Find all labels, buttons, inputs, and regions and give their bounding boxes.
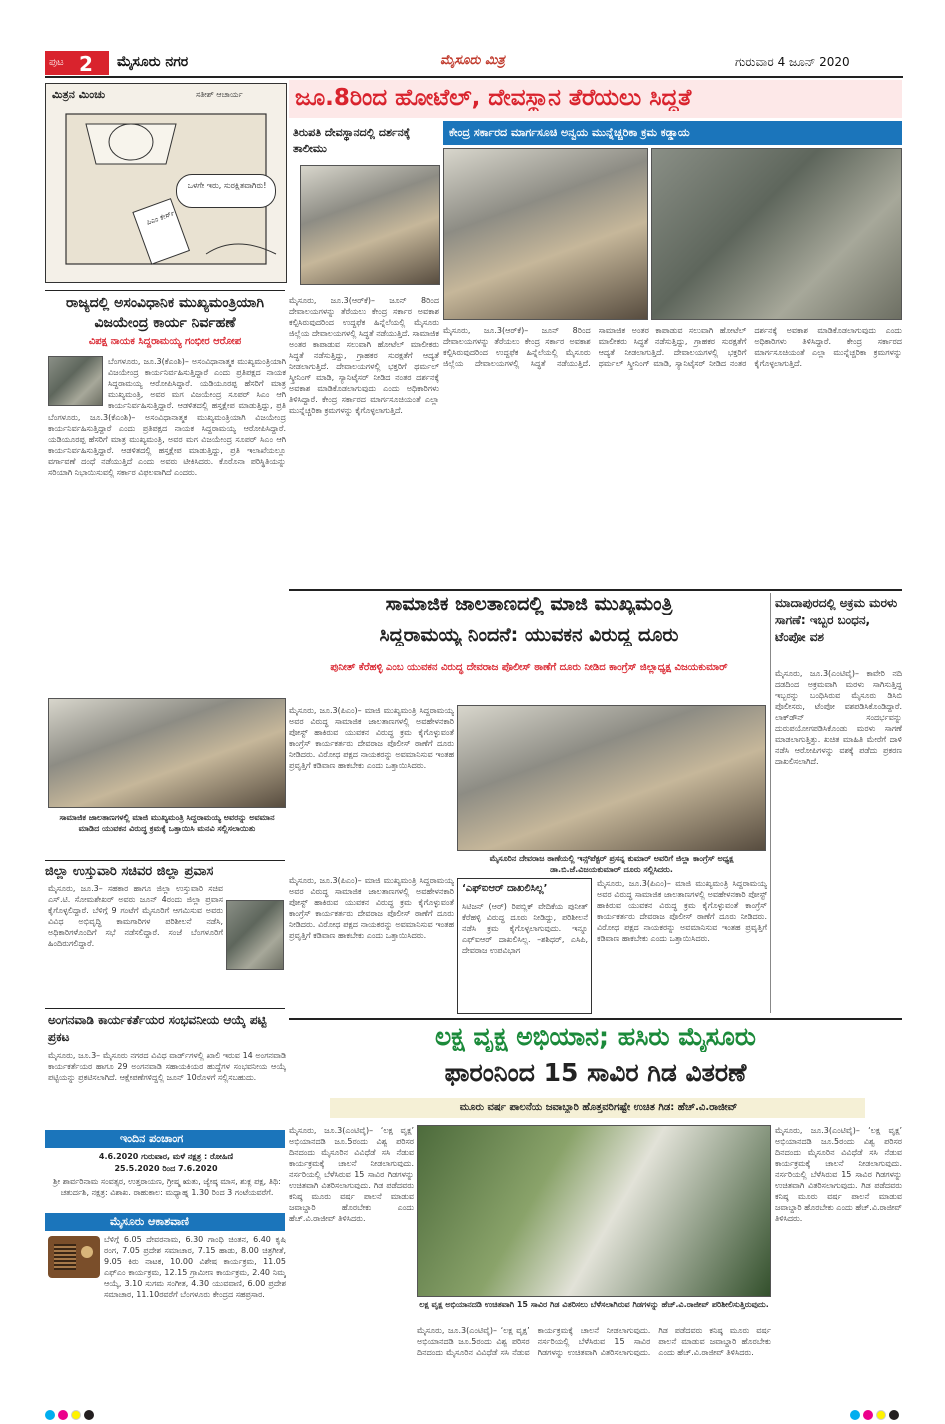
- mid-body-cont: ಮೈಸೂರು, ಜೂ.3(ಪಿಎಂ)– ಮಾಜಿ ಮುಖ್ಯಮಂತ್ರಿ ಸಿದ್ದರಾಮಯ್ಯ ಅವರ ವಿರುದ್ಧ ಸಾಮಾಜಿಕ ಜಾಲತಾಣಗಳಲ್ಲಿ ಅವಹೇಳನಕಾರಿ ಪೋಸ್ಟ್ ಹಾಕಿರುವ ಯುವಕನ ವಿರುದ್ಧ ಕ್ರಮ ಕೈಗೊಳ್ಳುವಂತೆ ಕಾಂಗ್ರೆಸ್ ಕಾರ್ಯಕರ್ತರು ದೇವರಾಜ ಪೊಲೀಸ್ ಠಾಣೆಗೆ ದೂರು ನೀಡಿದರು. ವಿರೋಧ ಪಕ್ಷದ ನಾಯಕರನ್ನು ಅವಮಾನಿಸುವ ಇಂತಹ ಪ್ರವೃತ್ತಿಗೆ ಕಡಿವಾಣ ಹಾಕಬೇಕು ಎಂದು ಒತ್ತಾಯಿಸಿದರು.: [289, 876, 454, 940]
- cartoon-title: ಮಿತ್ರನ ಮಿಂಚು: [52, 88, 106, 101]
- mid-photo: [457, 705, 766, 851]
- left-photo: [48, 698, 286, 808]
- registration-marks-right: [850, 1405, 902, 1424]
- fir-box: [457, 878, 592, 1014]
- speech-bubble: [176, 174, 276, 208]
- mid-rule: [289, 589, 902, 591]
- left-rule: [45, 290, 285, 291]
- anganwadi-body: ಮೈಸೂರು, ಜೂ.3– ಮೈಸೂರು ನಗರದ ವಿವಿಧ ವಾರ್ಡ್‌ಗಳಲ್ಲಿ ಖಾಲಿ ಇರುವ 14 ಅಂಗನವಾಡಿ ಕಾರ್ಯಕರ್ತೆಯರ ಹಾಗೂ 29 ಅಂಗನವಾಡಿ ಸಹಾಯಕಿಯರ ಹುದ್ದೆಗಳ ಸಂಭವನೀಯ ಆಯ್ಕೆ ಪಟ್ಟಿಯನ್ನು ಪ್ರಕಟಿಸಲಾಗಿದೆ. ಆಕ್ಷೇಪಣೆಗಳಿದ್ದಲ್ಲಿ ಜೂನ್ 10ರೊಳಗೆ ಸಲ್ಲಿಸಬಹುದು.: [48, 1051, 286, 1082]
- lead-body-cont: ಮೈಸೂರು, ಜೂ.3(ಆರ್‌ಕೆ)– ಜೂನ್ 8ರಿಂದ ದೇವಾಲಯಗಳನ್ನು ತೆರೆಯಲು ಕೇಂದ್ರ ಸರ್ಕಾರ ಅವಕಾಶ ಕಲ್ಪಿಸಿರುವುದರಿಂದ ಉದ್ದಫೆಕ ಹಿನ್ನೆಲೆಯಲ್ಲಿ ಮೈಸೂರು ಜಿಲ್ಲೆಯ ದೇವಾಲಯಗಳಲ್ಲಿ ಸಿದ್ಧತೆ ನಡೆಯುತ್ತಿದೆ. ಸಾಮಾಜಿಕ ಅಂತರ ಕಾಪಾಡುವ ಸಲುವಾಗಿ ಹೋಟೆಲ್ ಮಾಲೀಕರು ಸಿದ್ಧತೆ ನಡೆಸುತ್ತಿದ್ದು, ಗ್ರಾಹಕರ ಸುರಕ್ಷತೆಗೆ ಆದ್ಯತೆ ನೀಡಲಾಗುತ್ತಿದೆ. ದೇವಾಲಯಗಳಲ್ಲಿ ಭಕ್ತರಿಗೆ ಥರ್ಮಲ್ ಸ್ಕ್ರೀನಿಂಗ್ ಮಾಡಿ, ಸ್ಯಾನಿಟೈಸರ್ ನೀಡಿದ ನಂತರ ದರ್ಶನಕ್ಕೆ ಅವಕಾಶ ಮಾಡಿಕೊಡಲಾಗುವುದು ಎಂದು ಅಧಿಕಾರಿಗಳು ತಿಳಿಸಿದ್ದಾರೆ. ಕೇಂದ್ರ ಸರ್ಕಾರದ ಮಾರ್ಗಸೂಚಿಯಂತೆ ಎಲ್ಲಾ ಮುನ್ನೆಚ್ಚರಿಕಾ ಕ್ರಮಗಳನ್ನು ಕೈಗೊಳ್ಳಲಾಗುತ್ತಿದೆ.: [443, 326, 902, 368]
- left-photo-caption: ಸಾಮಾಜಿಕ ಜಾಲತಾಣಗಳಲ್ಲಿ ಮಾಜಿ ಮುಖ್ಯಮಂತ್ರಿ ಸಿದ್ದರಾಮಯ್ಯ ಅವರನ್ನು ಅವಮಾನ ಮಾಡಿದ ಯುವಕನ ವಿರುದ್ಧ ಕ್ರಮಕ್ಕೆ ಒತ್ತಾಯಿಸಿ ಮನವಿ ಸಲ್ಲಿಸಲಾಯಿತು: [59, 813, 275, 833]
- fir-title: ‘ಎಫ್‌ಐಆರ್ ದಾಖಲಿಸಿಲ್ಲ’: [462, 883, 548, 894]
- mid-body-col3: ಮೈಸೂರು, ಜೂ.3(ಪಿಎಂ)– ಮಾಜಿ ಮುಖ್ಯಮಂತ್ರಿ ಸಿದ್ದರಾಮಯ್ಯ ಅವರ ವಿರುದ್ಧ ಸಾಮಾಜಿಕ ಜಾಲತಾಣಗಳಲ್ಲಿ ಅವಹೇಳನಕಾರಿ ಪೋಸ್ಟ್ ಹಾಕಿರುವ ಯುವಕನ ವಿರುದ್ಧ ಕ್ರಮ ಕೈಗೊಳ್ಳುವಂತೆ ಕಾಂಗ್ರೆಸ್ ಕಾರ್ಯಕರ್ತರು ದೇವರಾಜ ಪೊಲೀಸ್ ಠಾಣೆಗೆ ದೂರು ನೀಡಿದರು. ವಿರೋಧ ಪಕ್ಷದ ನಾಯಕರನ್ನು ಅವಮಾನಿಸುವ ಇಂತಹ ಪ್ರವೃತ್ತಿಗೆ ಕಡಿವಾಣ ಹಾಕಬೇಕು ಎಂದು ಒತ್ತಾಯಿಸಿದರು.: [597, 879, 767, 943]
- minister-rule: [45, 860, 285, 861]
- cartoon-artist: ಸತೀಶ್ ಆಚಾರ್ಯ: [196, 90, 243, 99]
- right-headline: ಮಾದಾಪುರದಲ್ಲಿ ಅಕ್ರಮ ಮರಳು ಸಾಗಣೆ: ಇಬ್ಬರ ಬಂಧನ, ಟೆಂಪೋ ವಶ: [775, 596, 898, 644]
- yellow-dot: [71, 1410, 81, 1420]
- yellow-dot: [876, 1410, 886, 1420]
- minister-headline: ಜಿಲ್ಲಾ ಉಸ್ತುವಾರಿ ಸಚಿವರ ಜಿಲ್ಲಾ ಪ್ರವಾಸ: [45, 864, 214, 879]
- tirupati-title: ತಿರುಪತಿ ದೇವಸ್ಥಾನದಲ್ಲಿ ದರ್ಶನಕ್ಕೆ ತಾಲೀಮು: [293, 126, 411, 155]
- lead-headline: ಜೂ.8ರಿಂದ ಹೋಟೆಲ್, ದೇವಸ್ಥಾನ ತೆರೆಯಲು ಸಿದ್ಧತೆ: [295, 85, 692, 111]
- section-name: ಮೈಸೂರು ನಗರ: [117, 54, 189, 70]
- radio-title: ಮೈಸೂರು ಆಕಾಶವಾಣಿ: [110, 1215, 189, 1228]
- box-label: ಪಿಎಂ ಕೇರ್ಸ್: [145, 209, 176, 227]
- left-headline: ರಾಜ್ಯದಲ್ಲಿ ಅಸಂವಿಧಾನಿಕ ಮುಖ್ಯಮಂತ್ರಿಯಾಗಿ ವಿಜಯೇಂದ್ರ ಕಾರ್ಯ ನಿರ್ವಹಣೆ: [65, 295, 265, 331]
- minister-body: ಮೈಸೂರು, ಜೂ.3– ಸಹಕಾರ ಹಾಗೂ ಜಿಲ್ಲಾ ಉಸ್ತುವಾರಿ ಸಚಿವ ಎಸ್.ಟಿ. ಸೋಮಶೇಖರ್ ಅವರು ಜೂನ್ 4ರಂದು ಜಿಲ್ಲಾ ಪ್ರವಾಸ ಕೈಗೊಳ್ಳಲಿದ್ದಾರೆ. ಬೆಳಿಗ್ಗೆ 9 ಗಂಟೆಗೆ ಮೈಸೂರಿಗೆ ಆಗಮಿಸುವ ಅವರು ವಿವಿಧ ಅಭಿವೃದ್ಧಿ ಕಾಮಗಾರಿಗಳ ಪರಿಶೀಲನೆ ನಡೆಸಿ, ಅಧಿಕಾರಿಗಳೊಂದಿಗೆ ಸಭೆ ನಡೆಸಲಿದ್ದಾರೆ. ಸಂಜೆ ಬೆಂಗಳೂರಿಗೆ ಹಿಂದಿರುಗಲಿದ್ದಾರೆ.: [48, 884, 223, 948]
- speech-text: ಒಳಗೇ ಇರು, ಸುರಕ್ಷಿತವಾಗಿರು!: [187, 181, 267, 190]
- nursery-photo: [417, 1125, 771, 1297]
- lead-subhead-bar: [443, 121, 902, 145]
- bottom-body-cont: ಮೈಸೂರು, ಜೂ.3(ಎಂಟಿವೈ)– ‘ಲಕ್ಷ ವೃಕ್ಷ’ ಅಭಿಯಾನದಡಿ ಜೂ.5ರಂದು ವಿಶ್ವ ಪರಿಸರ ದಿನದಂದು ಮೈಸೂರಿನ ವಿವಿಧೆಡೆ ಸಸಿ ನೆಡುವ ಕಾರ್ಯಕ್ರಮಕ್ಕೆ ಚಾಲನೆ ನೀಡಲಾಗುವುದು. ನರ್ಸರಿಯಲ್ಲಿ ಬೆಳೆಸಿರುವ 15 ಸಾವಿರ ಗಿಡಗಳನ್ನು ಉಚಿತವಾಗಿ ವಿತರಿಸಲಾಗುವುದು. ಗಿಡ ಪಡೆದವರು ಕನಿಷ್ಠ ಮೂರು ವರ್ಷ ಪಾಲನೆ ಮಾಡುವ ಜವಾಬ್ದಾರಿ ಹೊರಬೇಕು ಎಂದು ಹೆಚ್.ವಿ.ರಾಜೀವ್ ತಿಳಿಸಿದರು.: [417, 1326, 771, 1357]
- magenta-dot: [58, 1410, 68, 1420]
- panchanga-line2: 25.5.2020 ರಿಂದ 7.6.2020: [114, 1164, 218, 1173]
- cartoon-box: [45, 83, 287, 283]
- mid-photo-caption: ಮೈಸೂರಿನ ದೇವರಾಜ ಠಾಣೆಯಲ್ಲಿ ಇನ್ಸ್‌ಪೆಕ್ಟರ್ ಪ್ರಸನ್ನ ಕುಮಾರ್ ಅವರಿಗೆ ಜಿಲ್ಲಾ ಕಾಂಗ್ರೆಸ್ ಅಧ್ಯಕ್ಷ ಡಾ.ಬಿ.ಜೆ.ವಿಜಯಕುಮಾರ್ ದೂರು ಸಲ್ಲಿಸಿದರು.: [489, 854, 734, 874]
- panchanga-bar: [45, 1130, 285, 1148]
- radio-icon: [48, 1236, 100, 1278]
- left-body-cont: ಬೆಂಗಳೂರು, ಜೂ.3(ಕೆಎಂಶಿ)– ಅಸಂವಿಧಾನಾತ್ಮಕ ಮುಖ್ಯಮಂತ್ರಿಯಾಗಿ ವಿಜಯೇಂದ್ರ ಕಾರ್ಯನಿರ್ವಹಿಸುತ್ತಿದ್ದಾರೆ ಎಂದು ಪ್ರತಿಪಕ್ಷದ ನಾಯಕ ಸಿದ್ದರಾಮಯ್ಯ ಆರೋಪಿಸಿದ್ದಾರೆ. ಯಡಿಯೂರಪ್ಪ ಹೆಸರಿಗೆ ಮಾತ್ರ ಮುಖ್ಯಮಂತ್ರಿ, ಅವರ ಮಗ ವಿಜಯೇಂದ್ರ ಸೂಪರ್ ಸಿಎಂ ಆಗಿ ಕಾರ್ಯನಿರ್ವಹಿಸುತ್ತಿದ್ದಾರೆ. ಆಡಳಿತದಲ್ಲಿ ಹಸ್ತಕ್ಷೇಪ ಮಾಡುತ್ತಿದ್ದು, ಪ್ರತಿ ಇಲಾಖೆಯಲ್ಲೂ ವರ್ಗಾವಣೆ ದಂಧೆ ನಡೆಯುತ್ತಿದೆ ಎಂದು ಅವರು ಟೀಕಿಸಿದರು. ಕೊರೊನಾ ಪರಿಸ್ಥಿತಿಯನ್ನು ಸರಿಯಾಗಿ ನಿಭಾಯಿಸುವಲ್ಲಿ ಸರ್ಕಾರ ವಿಫಲವಾಗಿದೆ ಎಂದರು.: [48, 413, 286, 477]
- lead-headline-box: [289, 80, 902, 118]
- radio-body: ಬೆಳಿಗ್ಗೆ 6.05 ದೇವರನಾಮ, 6.30 ಗಾಂಧಿ ಚಿಂತನ, 6.40 ಕೃಷಿ ರಂಗ, 7.05 ಪ್ರದೇಶ ಸಮಾಚಾರ, 7.15 ಹಾಡು, 8.00 ಚಿತ್ರಗೀತೆ, 9.05 ಕಿರು ನಾಟಕ, 10.00 ವಿಶೇಷ ಕಾರ್ಯಕ್ರಮ, 11.05 ಎಫ್‌ಎಂ ಕಾರ್ಯಕ್ರಮ, 12.15 ಗ್ರಾಮೀಣ ಕಾರ್ಯಕ್ರಮ, 2.40 ನಿಮ್ಮ ಆಯ್ಕೆ, 3.10 ಸುಗಮ ಸಂಗೀತ, 4.30 ಯುವವಾಣಿ, 6.00 ಪ್ರದೇಶ ಸಮಾಚಾರ, 11.10ರವರೆಗೆ ಬೆಂಗಳೂರು ಕೇಂದ್ರದ ಸಹಪ್ರಸಾರ.: [104, 1235, 286, 1299]
- siddaramaiah-photo: [48, 356, 103, 406]
- black-dot: [889, 1410, 899, 1420]
- panchanga-title: ಇಂದಿನ ಪಂಚಾಂಗ: [120, 1132, 184, 1145]
- mid-headline-1: ಸಾಮಾಜಿಕ ಜಾಲತಾಣದಲ್ಲಿ ಮಾಜಿ ಮುಖ್ಯಮಂತ್ರಿ: [385, 593, 673, 615]
- page-badge: [45, 51, 109, 75]
- lead-body: ಮೈಸೂರು, ಜೂ.3(ಆರ್‌ಕೆ)– ಜೂನ್ 8ರಿಂದ ದೇವಾಲಯಗಳನ್ನು ತೆರೆಯಲು ಕೇಂದ್ರ ಸರ್ಕಾರ ಅವಕಾಶ ಕಲ್ಪಿಸಿರುವುದರಿಂದ ಉದ್ದಫೆಕ ಹಿನ್ನೆಲೆಯಲ್ಲಿ ಮೈಸೂರು ಜಿಲ್ಲೆಯ ದೇವಾಲಯಗಳಲ್ಲಿ ಸಿದ್ಧತೆ ನಡೆಯುತ್ತಿದೆ. ಸಾಮಾಜಿಕ ಅಂತರ ಕಾಪಾಡುವ ಸಲುವಾಗಿ ಹೋಟೆಲ್ ಮಾಲೀಕರು ಸಿದ್ಧತೆ ನಡೆಸುತ್ತಿದ್ದು, ಗ್ರಾಹಕರ ಸುರಕ್ಷತೆಗೆ ಆದ್ಯತೆ ನೀಡಲಾಗುತ್ತಿದೆ. ದೇವಾಲಯಗಳಲ್ಲಿ ಭಕ್ತರಿಗೆ ಥರ್ಮಲ್ ಸ್ಕ್ರೀನಿಂಗ್ ಮಾಡಿ, ಸ್ಯಾನಿಟೈಸರ್ ನೀಡಿದ ನಂತರ ದರ್ಶನಕ್ಕೆ ಅವಕಾಶ ಮಾಡಿಕೊಡಲಾಗುವುದು ಎಂದು ಅಧಿಕಾರಿಗಳು ತಿಳಿಸಿದ್ದಾರೆ. ಕೇಂದ್ರ ಸರ್ಕಾರದ ಮಾರ್ಗಸೂಚಿಯಂತೆ ಎಲ್ಲಾ ಮುನ್ನೆಚ್ಚರಿಕಾ ಕ್ರಮಗಳನ್ನು ಕೈಗೊಳ್ಳಲಾಗುತ್ತಿದೆ.: [289, 296, 439, 415]
- panchanga-line1: 4.6.2020 ಗುರುವಾರ, ಮಳೆ ನಕ್ಷತ್ರ : ರೋಹಿಣಿ: [98, 1152, 234, 1161]
- bottom-subhead: ಮೂರು ವರ್ಷ ಪಾಲನೆಯ ಜವಾಬ್ದಾರಿ ಹೊತ್ತವರಿಗಷ್ಟೇ ಉಚಿತ ಗಿಡ: ಹೆಚ್.ವಿ.ರಾಜೀವ್: [459, 1102, 738, 1113]
- lead-subhead: ಕೇಂದ್ರ ಸರ್ಕಾರದ ಮಾರ್ಗಸೂಚಿ ಅನ್ವಯ ಮುನ್ನೆಚ್ಚರಿಕಾ ಕ್ರಮ ಕಡ್ಡಾಯ: [449, 126, 690, 139]
- hotel-photo: [651, 148, 902, 320]
- page-header: [45, 50, 903, 75]
- mid-headline-2: ಸಿದ್ದರಾಮಯ್ಯ ನಿಂದನೆ: ಯುವಕನ ವಿರುದ್ಧ ದೂರು: [379, 624, 679, 646]
- bottom-body-right: ಮೈಸೂರು, ಜೂ.3(ಎಂಟಿವೈ)– ‘ಲಕ್ಷ ವೃಕ್ಷ’ ಅಭಿಯಾನದಡಿ ಜೂ.5ರಂದು ವಿಶ್ವ ಪರಿಸರ ದಿನದಂದು ಮೈಸೂರಿನ ವಿವಿಧೆಡೆ ಸಸಿ ನೆಡುವ ಕಾರ್ಯಕ್ರಮಕ್ಕೆ ಚಾಲನೆ ನೀಡಲಾಗುವುದು. ನರ್ಸರಿಯಲ್ಲಿ ಬೆಳೆಸಿರುವ 15 ಸಾವಿರ ಗಿಡಗಳನ್ನು ಉಚಿತವಾಗಿ ವಿತರಿಸಲಾಗುವುದು. ಗಿಡ ಪಡೆದವರು ಕನಿಷ್ಠ ಮೂರು ವರ್ಷ ಪಾಲನೆ ಮಾಡುವ ಜವಾಬ್ದಾರಿ ಹೊರಬೇಕು ಎಂದು ಹೆಚ್.ವಿ.ರಾಜೀವ್ ತಿಳಿಸಿದರು.: [775, 1126, 902, 1223]
- magenta-dot: [863, 1410, 873, 1420]
- radio-bar: [45, 1213, 285, 1231]
- temple-photo: [300, 165, 440, 285]
- minister-photo: [226, 900, 284, 970]
- tirupati-side: [289, 121, 439, 161]
- anganwadi-rule: [45, 1008, 285, 1009]
- bottom-body: ಮೈಸೂರು, ಜೂ.3(ಎಂಟಿವೈ)– ‘ಲಕ್ಷ ವೃಕ್ಷ’ ಅಭಿಯಾನದಡಿ ಜೂ.5ರಂದು ವಿಶ್ವ ಪರಿಸರ ದಿನದಂದು ಮೈಸೂರಿನ ವಿವಿಧೆಡೆ ಸಸಿ ನೆಡುವ ಕಾರ್ಯಕ್ರಮಕ್ಕೆ ಚಾಲನೆ ನೀಡಲಾಗುವುದು. ನರ್ಸರಿಯಲ್ಲಿ ಬೆಳೆಸಿರುವ 15 ಸಾವಿರ ಗಿಡಗಳನ್ನು ಉಚಿತವಾಗಿ ವಿತರಿಸಲಾಗುವುದು. ಗಿಡ ಪಡೆದವರು ಕನಿಷ್ಠ ಮೂರು ವರ್ಷ ಪಾಲನೆ ಮಾಡುವ ಜವಾಬ್ದಾರಿ ಹೊರಬೇಕು ಎಂದು ಹೆಚ್.ವಿ.ರಾಜೀವ್ ತಿಳಿಸಿದರು.: [289, 1126, 414, 1223]
- black-dot: [84, 1410, 94, 1420]
- right-body: ಮೈಸೂರು, ಜೂ.3(ಎಂಟಿವೈ)– ಕಾವೇರಿ ನದಿ ದಡದಿಂದ ಅಕ್ರಮವಾಗಿ ಮರಳು ಸಾಗಿಸುತ್ತಿದ್ದ ಇಬ್ಬರನ್ನು ಬಂಧಿಸಿರುವ ಮೈಸೂರು ಡಿಸಿಬಿ ಪೊಲೀಸರು, ಟೆಂಪೋ ವಶಪಡಿಸಿಕೊಂಡಿದ್ದಾರೆ. ಲಾಕ್‌ಡೌನ್ ಸಂದರ್ಭವನ್ನು ದುರುಪಯೋಗಪಡಿಸಿಕೊಂಡು ಮರಳು ಸಾಗಣೆ ಮಾಡಲಾಗುತ್ತಿತ್ತು. ಖಚಿತ ಮಾಹಿತಿ ಮೇರೆಗೆ ದಾಳಿ ನಡೆಸಿ ಆರೋಪಿಗಳನ್ನು ವಶಕ್ಕೆ ಪಡೆದು ಪ್ರಕರಣ ದಾಖಲಿಸಲಾಗಿದೆ.: [775, 669, 902, 766]
- mid-body: ಮೈಸೂರು, ಜೂ.3(ಪಿಎಂ)– ಮಾಜಿ ಮುಖ್ಯಮಂತ್ರಿ ಸಿದ್ದರಾಮಯ್ಯ ಅವರ ವಿರುದ್ಧ ಸಾಮಾಜಿಕ ಜಾಲತಾಣಗಳಲ್ಲಿ ಅವಹೇಳನಕಾರಿ ಪೋಸ್ಟ್ ಹಾಕಿರುವ ಯುವಕನ ವಿರುದ್ಧ ಕ್ರಮ ಕೈಗೊಳ್ಳುವಂತೆ ಕಾಂಗ್ರೆಸ್ ಕಾರ್ಯಕರ್ತರು ದೇವರಾಜ ಪೊಲೀಸ್ ಠಾಣೆಗೆ ದೂರು ನೀಡಿದರು. ವಿರೋಧ ಪಕ್ಷದ ನಾಯಕರನ್ನು ಅವಮಾನಿಸುವ ಇಂತಹ ಪ್ರವೃತ್ತಿಗೆ ಕಡಿವಾಣ ಹಾಕಬೇಕು ಎಂದು ಒತ್ತಾಯಿಸಿದರು.: [289, 706, 454, 770]
- left-body: ಬೆಂಗಳೂರು, ಜೂ.3(ಕೆಎಂಶಿ)– ಅಸಂವಿಧಾನಾತ್ಮಕ ಮುಖ್ಯಮಂತ್ರಿಯಾಗಿ ವಿಜಯೇಂದ್ರ ಕಾರ್ಯನಿರ್ವಹಿಸುತ್ತಿದ್ದಾರೆ ಎಂದು ಪ್ರತಿಪಕ್ಷದ ನಾಯಕ ಸಿದ್ದರಾಮಯ್ಯ ಆರೋಪಿಸಿದ್ದಾರೆ. ಯಡಿಯೂರಪ್ಪ ಹೆಸರಿಗೆ ಮಾತ್ರ ಮುಖ್ಯಮಂತ್ರಿ, ಅವರ ಮಗ ವಿಜಯೇಂದ್ರ ಸೂಪರ್ ಸಿಎಂ ಆಗಿ ಕಾರ್ಯನಿರ್ವಹಿಸುತ್ತಿದ್ದಾರೆ. ಆಡಳಿತದಲ್ಲಿ ಹಸ್ತಕ್ಷೇಪ ಮಾಡುತ್ತಿದ್ದು, ಪ್ರತಿ: [108, 357, 286, 410]
- masthead: ಮೈಸೂರು ಮಿತ್ರ: [440, 53, 505, 68]
- bottom-subhead-bar: [330, 1098, 865, 1118]
- left-subhead: ವಿಪಕ್ಷ ನಾಯಕ ಸಿದ್ದರಾಮಯ್ಯ ಗಂಭೀರ ಆರೋಪ: [88, 336, 242, 347]
- fir-body: ಸಿಟಿಜನ್ (ಆರ್) ರಿಪಬ್ಲಿಕ್ ವೇದಿಕೆಯ ಪುನೀತ್ ಕೆರೆಹಳ್ಳಿ ವಿರುದ್ಧ ದೂರು ನೀಡಿದ್ದು, ಪರಿಶೀಲನೆ ನಡೆಸಿ ಕ್ರಮ ಕೈಗೊಳ್ಳಲಾಗುವುದು. ಇನ್ನೂ ಎಫ್‌ಐಆರ್ ದಾಖಲಿಸಿಲ್ಲ. –ಶಶಿಧರ್, ಎಸಿಪಿ, ದೇವರಾಜ ಉಪವಿಭಾಗ: [462, 902, 588, 955]
- panchanga-body: ಶ್ರೀ ಶಾರ್ವರಿನಾಮ ಸಂವತ್ಸರ, ಉತ್ತರಾಯಣ, ಗ್ರೀಷ್ಮ ಋತು, ಜ್ಯೇಷ್ಠ ಮಾಸ, ಶುಕ್ಲ ಪಕ್ಷ, ತಿಥಿ: ಚತುರ್ದಶಿ, ನಕ್ಷತ್ರ: ವಿಶಾಖ. ರಾಹುಕಾಲ: ಮಧ್ಯಾಹ್ನ 1.30 ರಿಂದ 3 ಗಂಟೆಯವರೆಗೆ.: [53, 1177, 281, 1197]
- header-rule: [45, 76, 903, 78]
- cyan-dot: [45, 1410, 55, 1420]
- right-vrule: [770, 593, 771, 1013]
- anganwadi-headline: ಅಂಗನವಾಡಿ ಕಾರ್ಯಕರ್ತೆಯರ ಸಂಭವನೀಯ ಆಯ್ಕೆ ಪಟ್ಟಿ ಪ್ರಕಟ: [48, 1013, 267, 1044]
- registration-marks-left: [45, 1405, 97, 1424]
- bottom-rule: [289, 1018, 902, 1020]
- restaurant-photo: [443, 148, 648, 320]
- issue-date: ಗುರುವಾರ 4 ಜೂನ್ 2020: [735, 55, 850, 69]
- bottom-headline-1: ಲಕ್ಷ ವೃಕ್ಷ ಅಭಿಯಾನ; ಹಸಿರು ಮೈಸೂರು: [434, 1022, 756, 1051]
- bottom-photo-caption: ಲಕ್ಷ ವೃಕ್ಷ ಅಭಿಯಾನದಡಿ ಉಚಿತವಾಗಿ 15 ಸಾವಿರ ಗಿಡ ವಿತರಿಸಲು ಬೆಳೆಸಲಾಗಿರುವ ಗಿಡಗಳನ್ನು ಹೆಚ್.ವಿ.ರಾಜೀವ್ ಪರಿಶೀಲಿಸುತ್ತಿರುವುದು.: [419, 1300, 769, 1309]
- mid-subhead: ಪುನೀತ್ ಕೆರೆಹಳ್ಳಿ ಎಂಬ ಯುವಕನ ವಿರುದ್ಧ ದೇವರಾಜ ಪೊಲೀಸ್ ಠಾಣೆಗೆ ದೂರು ನೀಡಿದ ಕಾಂಗ್ರೆಸ್ ಜಿಲ್ಲಾಧ್ಯಕ್ಷ ವಿಜಯಕುಮಾರ್: [330, 662, 728, 673]
- cyan-dot: [850, 1410, 860, 1420]
- page-number: 2: [79, 52, 93, 76]
- page-label: ಪುಟ: [49, 57, 64, 68]
- bottom-headline-2: ಫಾರಂನಿಂದ 15 ಸಾವಿರ ಗಿಡ ವಿತರಣೆ: [444, 1058, 747, 1087]
